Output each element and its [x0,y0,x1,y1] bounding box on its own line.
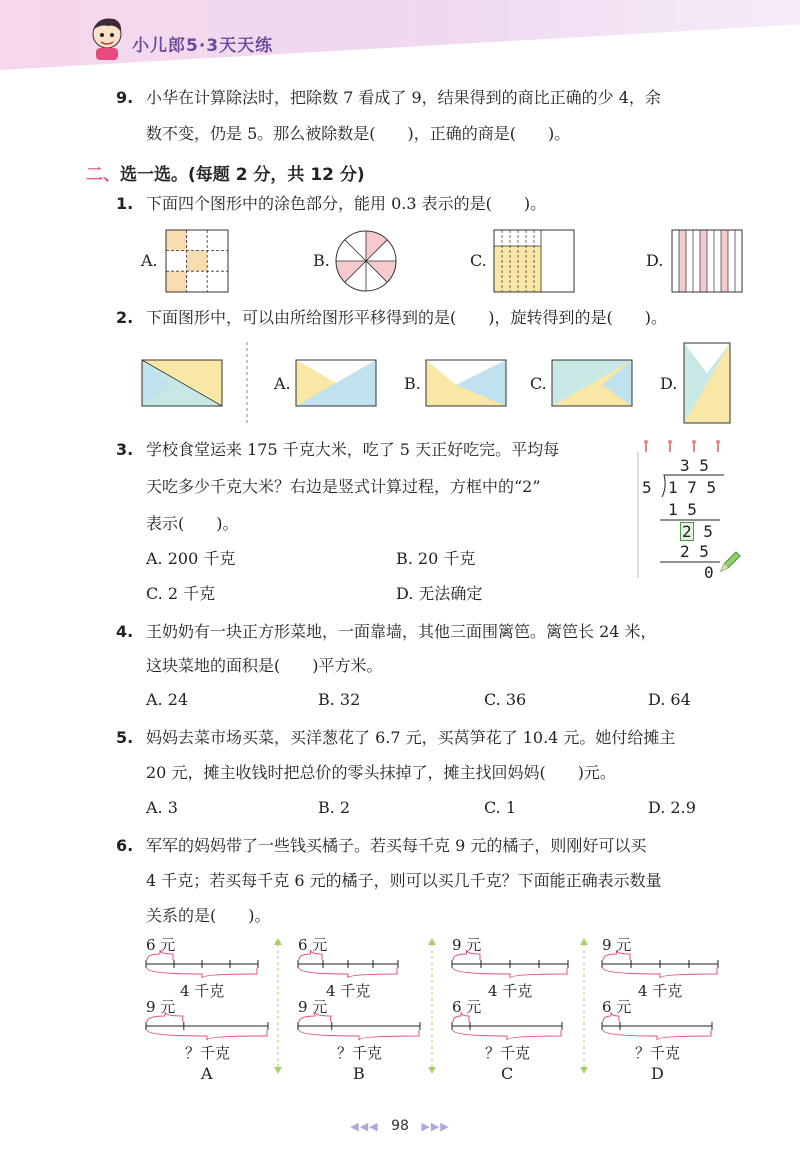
q6-line3: 关系的是( )。 [146,906,271,925]
q6-separators [0,936,800,1076]
q5-line1: 妈妈去菜市场买菜，买洋葱花了 6.7 元，买莴笋花了 10.4 元。她付给摊主 [146,728,676,747]
q2-figure-c [552,360,632,406]
q2-given-figure [142,360,222,406]
q3-line2: 天吃多少千克大米？右边是竖式计算过程，方框中的“2” [146,477,541,496]
calc-boxed-digit: 2 [682,522,692,541]
q6-top-weight: 4 千克 [180,982,225,1000]
q4-option-c: C. 36 [484,690,527,709]
q3-option-b: B. 20 千克 [396,549,476,568]
q5-option-a: A. 3 [146,798,178,817]
q6-top-weight: 4 千克 [326,982,371,1000]
q2-figure-d [684,343,730,423]
calc-divisor: 5 [642,478,652,497]
q6-low-price: 9 元 [298,998,328,1016]
q6-number: 6. [116,836,134,855]
q4-option-d: D. 64 [648,690,691,709]
q1-option-d-label: D. [646,251,664,270]
q9-line1: 小华在计算除法时，把除数 7 看成了 9，结果得到的商比正确的少 4，余 [146,88,661,107]
q2-option-a-label: A. [274,374,291,393]
q2-option-c-label: C. [530,374,547,393]
footer-left-arrows: ◀◀◀ [350,1120,379,1133]
q2-figure-a [296,360,376,406]
q2-option-b-label: B. [404,374,421,393]
q6-low-weight: ？千克 [337,1044,383,1062]
calc-row2: 2 5 [682,522,713,541]
q5-option-d: D. 2.9 [648,798,696,817]
q3-number: 3. [116,440,134,459]
q6-diagram-label: B [353,1064,365,1083]
q6-low-price: 6 元 [452,998,482,1016]
q6-low-weight: ？千克 [635,1044,681,1062]
q3-line3: 表示( )。 [146,514,239,533]
page-number: 98 [391,1118,409,1134]
footer-right-arrows: ▶▶▶ [421,1120,450,1133]
q6-top-weight: 4 千克 [488,982,533,1000]
q6-line2: 4 千克；若买每千克 6 元的橘子，则可以买几千克？下面能正确表示数量 [146,871,662,890]
q9-number: 9. [116,88,134,107]
q2-number: 2. [116,308,134,327]
q6-low-price: 6 元 [602,998,632,1016]
q6-line1: 军军的妈妈带了一些钱买橘子。若买每千克 9 元的橘子，则刚好可以买 [146,836,647,855]
q5-number: 5. [116,728,134,747]
q5-option-c: C. 1 [484,798,517,817]
q4-option-a: A. 24 [146,690,189,709]
calc-line1 [660,519,720,521]
mascot-icon [86,14,128,60]
q1-number: 1. [116,194,134,213]
q1-option-b-label: B. [313,251,330,270]
q1-option-c-label: C. [470,251,487,270]
section-heading: 二、选一选。(每题 2 分，共 12 分) [86,165,365,185]
q4-line1: 王奶奶有一块正方形菜地，一面靠墙，其他三面围篱笆。篱笆长 24 米， [146,622,657,641]
q6-low-price: 9 元 [146,998,176,1016]
q1-figure-a [166,230,228,292]
q6-top-price: 6 元 [298,936,328,954]
calc-quotient: 3 5 [680,456,709,475]
q6-low-weight: ？千克 [485,1044,531,1062]
q2-option-d-label: D. [660,374,678,393]
q3-option-a: A. 200 千克 [146,549,236,568]
q1-figure-d [672,230,742,292]
q1-text: 下面四个图形中的涂色部分，能用 0.3 表示的是( )。 [146,194,547,213]
q3-option-d: D. 无法确定 [396,584,483,603]
q6-top-price: 6 元 [146,936,176,954]
q6-diagram-label: C [501,1064,514,1083]
q6-low-weight: ？千克 [185,1044,231,1062]
calc-remainder: 0 [704,563,714,582]
q6-top-price: 9 元 [452,936,482,954]
q3-option-c: C. 2 千克 [146,584,216,603]
q4-number: 4. [116,622,134,641]
q1-figure-b [335,230,397,292]
q6-top-weight: 4 千克 [638,982,683,1000]
q2-text: 下面图形中，可以由所给图形平移得到的是( )，旋转得到的是( )。 [146,308,667,327]
q1-option-a-label: A. [141,251,158,270]
page-footer [0,1118,800,1134]
calc-row1: 1 5 [668,500,697,519]
brand-title: 小儿郎5·3天天练 [132,36,274,56]
q2-divider [246,342,248,424]
q6-top-price: 9 元 [602,936,632,954]
q1-figure-c [494,230,574,292]
q2-figure-b [426,360,506,406]
q6-diagram-label: D [651,1064,664,1083]
q3-line1: 学校食堂运来 175 千克大米，吃了 5 天正好吃完。平均每 [146,440,560,459]
q5-line2: 20 元，摊主收钱时把总价的零头抹掉了，摊主找回妈妈( )元。 [146,763,616,782]
q4-line2: 这块菜地的面积是( )平方米。 [146,656,383,675]
calc-dividend: 1 7 5 [668,478,717,497]
q6-diagram-label: A [201,1064,213,1083]
q5-option-b: B. 2 [318,798,351,817]
q9-line2: 数不变，仍是 5。那么被除数是( )，正确的商是( )。 [146,124,571,143]
calc-row3: 2 5 [680,542,709,561]
q4-option-b: B. 32 [318,690,361,709]
pencil-icon [718,550,742,574]
